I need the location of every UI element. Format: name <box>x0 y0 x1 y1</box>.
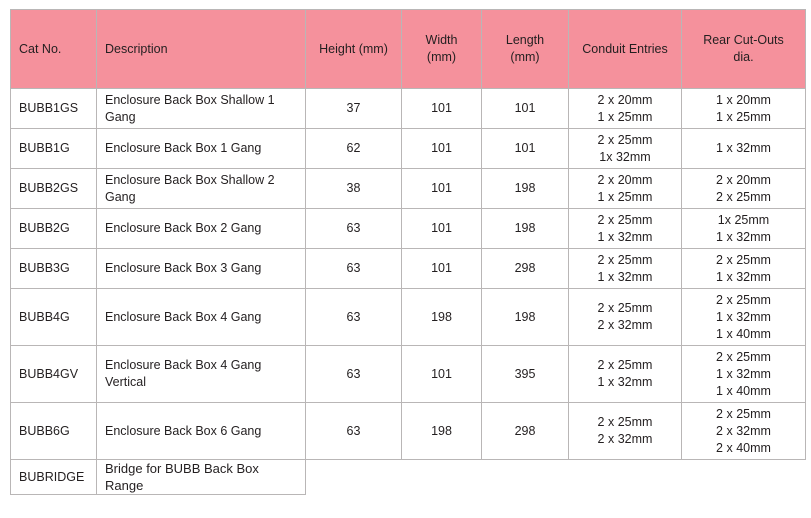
table-row <box>11 89 806 129</box>
cell-height: 62 <box>306 129 402 169</box>
rear-line: 1 x 32mm <box>716 366 771 381</box>
rear-line: 1x 25mm <box>717 212 770 227</box>
rear-line: 2 x 25mm <box>716 406 771 421</box>
rear-line: 1 x 32mm <box>716 309 771 324</box>
table-row <box>11 249 806 289</box>
conduit-line: 2 x 25mm <box>597 252 653 267</box>
rear-line: 2 x 20mm <box>716 172 771 187</box>
conduit-line: 2 x 32mm <box>597 432 653 446</box>
product-spec-table <box>10 9 806 495</box>
cell-conduit-entries <box>569 249 682 289</box>
rear-line: 2 x 40mm <box>716 440 771 455</box>
conduit-line: 2 x 32mm <box>597 318 653 332</box>
table-row <box>11 129 806 169</box>
cell-length: 198 <box>482 209 569 249</box>
header-cat-no: Cat No. <box>11 10 97 89</box>
rear-line: 1 x 25mm <box>716 109 771 124</box>
cell-description: Enclosure Back Box Shallow 2 Gang <box>97 169 306 209</box>
conduit-line: 1 x 25mm <box>597 189 653 204</box>
conduit-line: 2 x 25mm <box>597 212 653 227</box>
conduit-line: 2 x 25mm <box>597 301 653 315</box>
cell-cat-no: BUBB6G <box>11 403 97 460</box>
cell-width: 101 <box>402 169 482 209</box>
cell-rear-cut-outs <box>682 249 806 289</box>
cell-length: 298 <box>482 249 569 289</box>
cell-cat-no: BUBB1G <box>11 129 97 169</box>
cell-description: Bridge for BUBB Back Box Range <box>97 460 306 495</box>
cell-cat-no: BUBRIDGE <box>11 460 97 495</box>
header-rear-line1: Rear Cut-Outs <box>703 33 784 47</box>
cell-rear-cut-outs <box>682 89 806 129</box>
conduit-line: 2 x 20mm <box>597 172 653 187</box>
cell-description: Enclosure Back Box 2 Gang <box>97 209 306 249</box>
table-row <box>11 289 806 346</box>
cell-rear-cut-outs <box>682 289 806 346</box>
table-row <box>11 346 806 403</box>
cell-width: 101 <box>402 209 482 249</box>
cell-rear-cut-outs <box>682 169 806 209</box>
cell-width: 101 <box>402 89 482 129</box>
conduit-line: 1 x 32mm <box>597 375 653 389</box>
rear-line: 1 x 32mm <box>716 141 771 155</box>
cell-description: Enclosure Back Box 3 Gang <box>97 249 306 289</box>
cell-rear-cut-outs <box>682 129 806 169</box>
cell-height: 37 <box>306 89 402 129</box>
table-row <box>11 209 806 249</box>
rear-line: 1 x 32mm <box>716 269 771 284</box>
cell-cat-no: BUBB4GV <box>11 346 97 403</box>
cell-conduit-entries <box>569 289 682 346</box>
rear-line: 2 x 25mm <box>716 349 771 364</box>
empty-cell <box>306 460 806 495</box>
rear-line: 2 x 32mm <box>716 423 771 438</box>
cell-conduit-entries <box>569 89 682 129</box>
cell-rear-cut-outs <box>682 209 806 249</box>
cell-height: 63 <box>306 403 402 460</box>
rear-line: 1 x 40mm <box>716 326 771 341</box>
cell-description: Enclosure Back Box Shallow 1 Gang <box>97 89 306 129</box>
cell-height: 63 <box>306 249 402 289</box>
cell-height: 38 <box>306 169 402 209</box>
cell-cat-no: BUBB2G <box>11 209 97 249</box>
cell-length: 198 <box>482 169 569 209</box>
rear-line: 1 x 32mm <box>716 229 771 244</box>
conduit-line: 1 x 32mm <box>597 269 653 284</box>
cell-width: 198 <box>402 289 482 346</box>
header-description: Description <box>97 10 306 89</box>
conduit-line: 2 x 25mm <box>597 415 653 429</box>
cell-width: 101 <box>402 346 482 403</box>
table-row <box>11 403 806 460</box>
table-row-bridge <box>11 460 806 495</box>
conduit-line: 2 x 25mm <box>597 132 653 147</box>
rear-line: 2 x 25mm <box>716 189 771 204</box>
cell-conduit-entries <box>569 129 682 169</box>
header-rear-cut-outs <box>682 10 806 89</box>
rear-line: 2 x 25mm <box>716 292 771 307</box>
header-row <box>11 10 806 89</box>
cell-width: 101 <box>402 129 482 169</box>
rear-line: 1 x 40mm <box>716 383 771 398</box>
cell-height: 63 <box>306 346 402 403</box>
header-width: Width (mm) <box>402 10 482 89</box>
cell-description: Enclosure Back Box 4 Gang Vertical <box>97 346 306 403</box>
cell-cat-no: BUBB4G <box>11 289 97 346</box>
cell-cat-no: BUBB2GS <box>11 169 97 209</box>
header-conduit-entries: Conduit Entries <box>569 10 682 89</box>
header-rear-line2: dia. <box>733 50 754 64</box>
cell-length: 101 <box>482 89 569 129</box>
cell-length: 101 <box>482 129 569 169</box>
cell-height: 63 <box>306 209 402 249</box>
cell-conduit-entries <box>569 403 682 460</box>
cell-width: 198 <box>402 403 482 460</box>
cell-conduit-entries <box>569 169 682 209</box>
cell-rear-cut-outs <box>682 403 806 460</box>
conduit-line: 1 x 25mm <box>597 109 653 124</box>
cell-description: Enclosure Back Box 6 Gang <box>97 403 306 460</box>
cell-length: 298 <box>482 403 569 460</box>
cell-cat-no: BUBB3G <box>11 249 97 289</box>
conduit-line: 1x 32mm <box>599 149 651 164</box>
header-length: Length (mm) <box>482 10 569 89</box>
header-height: Height (mm) <box>306 10 402 89</box>
cell-conduit-entries <box>569 209 682 249</box>
cell-height: 63 <box>306 289 402 346</box>
cell-cat-no: BUBB1GS <box>11 89 97 129</box>
conduit-line: 2 x 20mm <box>597 92 653 107</box>
cell-length: 198 <box>482 289 569 346</box>
table-row <box>11 169 806 209</box>
cell-width: 101 <box>402 249 482 289</box>
cell-rear-cut-outs <box>682 346 806 403</box>
conduit-line: 1 x 32mm <box>597 229 653 244</box>
cell-description: Enclosure Back Box 1 Gang <box>97 129 306 169</box>
cell-conduit-entries <box>569 346 682 403</box>
cell-description: Enclosure Back Box 4 Gang <box>97 289 306 346</box>
rear-line: 1 x 20mm <box>716 92 771 107</box>
conduit-line: 2 x 25mm <box>597 358 653 372</box>
cell-length: 395 <box>482 346 569 403</box>
rear-line: 2 x 25mm <box>716 252 771 267</box>
